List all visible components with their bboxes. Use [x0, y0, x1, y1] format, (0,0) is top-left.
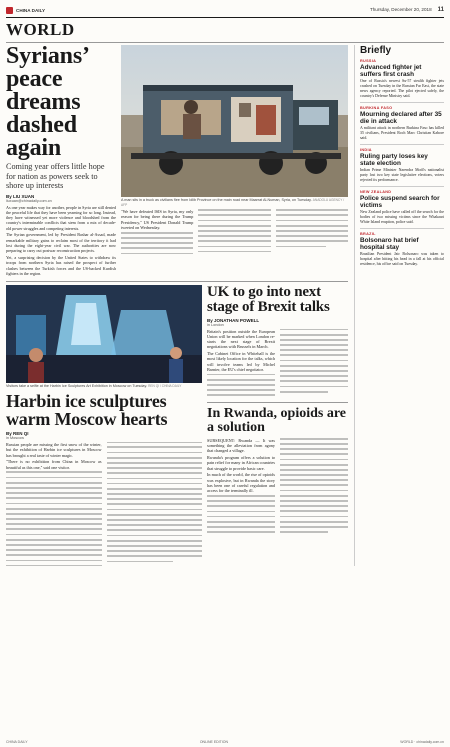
lead-paragraph: As one year makes way for another, people in Syria are still denied the peaceful life that they have been yearning for so long. Instead, they have witnessed yet more violence and bloodshed from the country's interminable conflicts that stem from a mix of decade-old power struggles and competing interests.	[6, 204, 116, 231]
brief-tag: BRAZIL	[360, 232, 376, 236]
lead-paragraph: Yet, a surprising decision by the United States to withdraw its troops from northern Syria has raised the prospect of further clashes between the Turkish forces and the US-backed Kurdish fighters in the region.	[6, 254, 116, 276]
footer-left: CHINA DAILY	[6, 740, 28, 744]
lead-headline[interactable]: Syrians’ peace dreams dashed again	[6, 43, 88, 161]
brief-headline: Mourning declared after 35 die in attack	[360, 111, 442, 125]
brief-item[interactable]	[360, 190, 444, 225]
rwanda-headline[interactable]: In Rwanda, opioids are a solution	[207, 405, 347, 435]
briefly-label: Briefly	[360, 45, 392, 56]
brexit-byline: By JONATHAN POWELL	[207, 317, 260, 323]
brief-item[interactable]	[360, 59, 444, 99]
lead-byline: By LIU XUAN	[6, 193, 35, 199]
date-line: Thursday, December 20, 2018	[369, 7, 432, 12]
lead-story	[6, 45, 348, 278]
lead-photo[interactable]	[121, 45, 348, 197]
brief-item[interactable]	[360, 232, 444, 267]
brief-item[interactable]	[360, 106, 444, 141]
brief-tag: RUSSIA	[360, 59, 377, 63]
brief-headline: Bolsonaro hat brief hospital stay	[360, 237, 419, 251]
brief-headline: Police suspend search for victims	[360, 195, 440, 209]
harbin-photo-caption: Visitors take a selfie at the Harbin Ice Sculptures Art Exhibition in Moscow on Tuesday. REN QI / CHINA DAILY	[6, 383, 182, 388]
rwanda-paragraph: Rwanda's program offers a solution to pain relief for many in African countries that struggle to provide basic care.	[207, 455, 275, 471]
brief-text: Brazilian President Jair Bolsonaro was taken to hospital after hitting his head in a fall at his official residence, his office said on Tuesday.	[360, 252, 444, 266]
brexit-paragraph: The Cabinet Office in Whitehall is the most likely location for the talks, which will involve teams led by Michel Barnier, the EU's chief negotiator.	[207, 351, 275, 372]
brief-headline: Ruling party loses key state election	[360, 153, 428, 167]
ice-sculpture-photo-image	[6, 285, 202, 383]
page-number: 11	[437, 7, 444, 13]
brief-tag: INDIA	[360, 148, 372, 152]
page-footer	[6, 740, 444, 744]
lead-photo-credit: ANADOLU AGENCY / AFP	[121, 198, 345, 207]
brief-text: One of Russia's newest Su-57 stealth fighter jets crashed on Tuesday in the Russian Far East, the state news agency reported. The pilot ejected safely, the country's Defense Ministry said.	[360, 79, 444, 98]
brief-text: A militant attack in northern Burkina Faso has killed 35 civilians, President Roch Marc Christian Kabore said.	[360, 126, 444, 140]
brief-tag: NEW ZEALAND	[360, 190, 392, 194]
rwanda-paragraph: In much of the world, the rise of opioids was explosive, but in Rwanda the story has been one of careful regulation and access for the terminally ill.	[207, 472, 275, 494]
briefly-sidebar	[354, 45, 444, 566]
section-title: WORLD	[6, 20, 75, 39]
footer-right: WORLD · chinadaily.com.cn	[400, 740, 444, 744]
lead-photo-caption: A man sits in a truck as civilians flee from Idlib Province on the main road near Maarrat Al-Numan, Syria, on Tuesday. ANADOLU AGENCY / AFP	[121, 198, 345, 207]
rwanda-paragraph: SUBSEQUENT: Rwanda — It was something the alleviation from agony that changed a village.	[207, 437, 275, 454]
lead-deck: Coming year offers little hope for nation as powers seek to shore up interests	[6, 162, 105, 190]
paper-name: CHINA DAILY	[16, 7, 46, 13]
truck-photo-image	[121, 45, 348, 197]
harbin-byline-place: in Moscow	[6, 436, 24, 441]
lead-byline-email: liuxuan@chinadaily.com.cn	[6, 198, 52, 203]
harbin-byline: By REN QI	[6, 431, 29, 437]
harbin-paragraph: "There is no exhibition from China in Moscow as beautiful as this one," said one visitor.	[6, 459, 102, 470]
brief-text: Indian Prime Minister Narendra Modi's nationalist party lost two key state legislative elections, voters rejected its performance.	[360, 168, 444, 182]
brief-item[interactable]	[360, 148, 444, 183]
paper-logo	[6, 7, 45, 14]
brexit-paragraph: Britain's position outside the European Union will be marked when London re-starts the next stage of Brexit negotiations with Brussels in March.	[207, 328, 275, 350]
harbin-photo[interactable]	[6, 285, 202, 383]
brexit-headline[interactable]: UK to go into next stage of Brexit talks	[207, 283, 330, 315]
harbin-paragraph: Russian people are missing the first snow of the winter, but the exhibition of Harbin ice sculptures in Moscow has brought a real taste of winter magic.	[6, 442, 102, 458]
footer-center: ONLINE EDITION	[199, 740, 229, 744]
brief-headline: Advanced fighter jet suffers first crash	[360, 64, 422, 78]
brexit-byline-place: in London	[207, 322, 224, 327]
brief-text: New Zealand police have called off the search for the bodies of two missing victims since the Whakaari White Island eruption, police said.	[360, 210, 444, 224]
harbin-headline[interactable]: Harbin ice sculptures warm Moscow hearts	[6, 391, 168, 430]
brief-tag: BURKINA FASO	[360, 106, 393, 110]
main-column	[6, 45, 348, 566]
harbin-photo-credit: REN QI / CHINA DAILY	[148, 383, 182, 388]
lead-paragraph: "We have defeated ISIS in Syria, my only reason for being there during the Trump Presidency," US President Donald Trump tweeted on Wednesday.	[121, 209, 194, 231]
masthead-bar	[6, 4, 444, 16]
lead-paragraph: The Syrian government, led by President Bashar al-Assad, made remarkable military gains to reclaim most of the territory it had lost during the eight-year civil war. The authorities are now preparing to carry out postwar reconstruction projects.	[6, 232, 116, 254]
china-daily-logo-icon	[6, 7, 13, 14]
